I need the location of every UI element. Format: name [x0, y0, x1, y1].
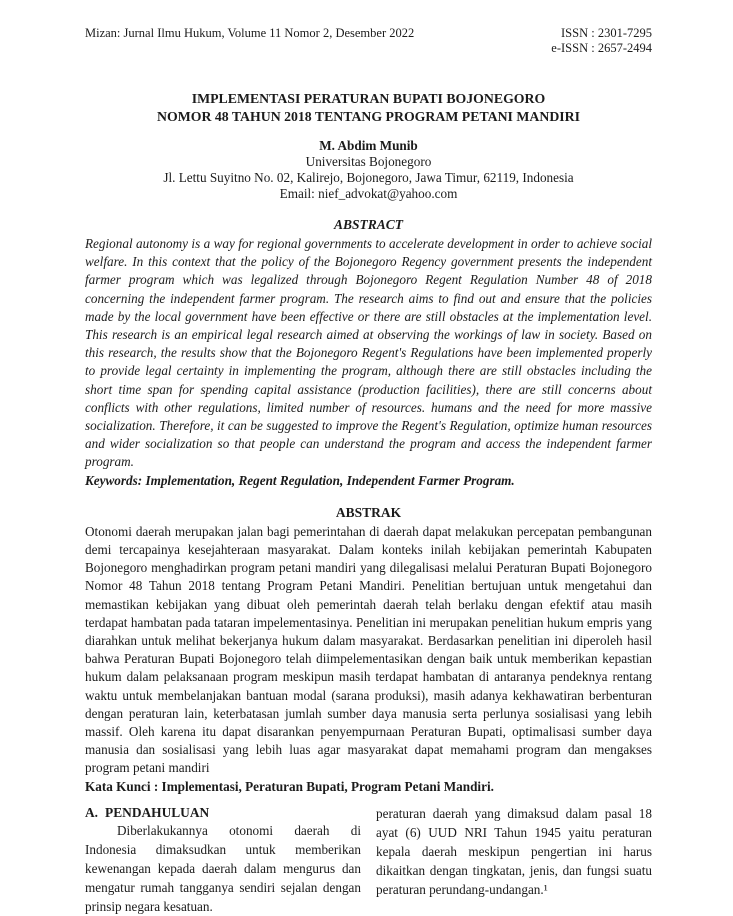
- right-column: [376, 804, 652, 916]
- abstract-en-keywords: Keywords: Implementation, Regent Regulation, Independent Farmer Program.: [85, 472, 515, 488]
- journal-header-line: Mizan: Jurnal Ilmu Hukum, Volume 11 Nomor 2, Desember 2022: [85, 26, 415, 40]
- author-affiliation: Universitas Bojonegoro: [305, 154, 432, 169]
- paper-title: [85, 90, 652, 125]
- author-address: Jl. Lettu Suyitno No. 02, Kalirejo, Bojonegoro, Jawa Timur, 62119, Indonesia: [163, 170, 574, 185]
- abstract-id-heading: ABSTRAK: [335, 504, 402, 520]
- section-a-left-paragraph: Diberlakukannya otonomi daerah di Indonesia dimaksudkan untuk memberikan kewenangan kepada daerah dalam mengurus dan mengatur rumah tangganya sendiri sejalan dengan prinsip negara kesatuan.: [85, 822, 361, 914]
- author-email: Email: nief_advokat@yahoo.com: [279, 186, 458, 201]
- abstract-en-heading: ABSTRACT: [333, 217, 404, 232]
- author-name: M. Abdim Munib: [319, 138, 418, 153]
- issn-block: [551, 26, 652, 56]
- e-issn-text: e-ISSN : 2657-2494: [551, 41, 652, 55]
- page-header: [85, 26, 652, 56]
- abstract-id-keywords: Kata Kunci : Implementasi, Peraturan Bupati, Program Petani Mandiri.: [85, 778, 494, 794]
- section-a-letter: A.: [85, 804, 99, 820]
- paper-title-line-2: NOMOR 48 TAHUN 2018 TENTANG PROGRAM PETANI MANDIRI: [157, 108, 580, 124]
- section-a-heading-text: PENDAHULUAN: [105, 804, 210, 820]
- issn-text: ISSN : 2301-7295: [561, 26, 652, 40]
- section-a-right-paragraph: peraturan daerah yang dimaksud dalam pasal 18 ayat (6) UUD NRI Tahun 1945 yaitu peraturan kepala daerah meskipun pengertian ini harus dikaitkan dengan tingkatan, jenis, dan fungsi suatu peraturan perundang-undangan.¹: [376, 805, 652, 897]
- two-column-body: [85, 804, 652, 916]
- author-block: [85, 138, 652, 202]
- section-a-heading: [85, 804, 361, 821]
- abstract-en-body: Regional autonomy is a way for regional governments to accelerate development in order to achieve social welfare. In this context that the policy of the Bojonegoro Regency government presents the independent farmer program which was legalized through Bojonegoro Regent Regulation Number 48 of 2018 concerning the independent farmer program. The research aims to find out and ensure that the policies made by the local government have been effective or there are still obstacles at the implementation level. This research is an empirical legal research aimed at observing the workings of law in society. Based on this research, the results show that the Bojonegoro Regent's Regulations have been implemented properly to provide legal certainty in implementing the program, although there are still obstacles including the short time span for spending capital assistance (production facilities), there are still concerns about conflicts with other regulations, limited number of resources. humans and the need for more massive socialization. Therefore, it can be suggested to improve the Regent's Regulation, optimize human resources and wider socialization so that people can understand the program and access the independent farmer program.: [85, 236, 652, 470]
- paper-title-line-1: IMPLEMENTASI PERATURAN BUPATI BOJONEGORO: [191, 91, 546, 106]
- left-column: [85, 804, 361, 916]
- abstract-id-body: Otonomi daerah merupakan jalan bagi pemerintahan di daerah dapat melakukan percepatan pembangunan demi tercapainya kesejahteraan masyarakat. Dalam konteks inilah kebijakan pemerintah Kabupaten Bojonegoro menghadirkan program petani mandiri yang dilegalisasi melalui Peraturan Bupati Bojonegoro Nomor 48 Tahun 2018 tentang Program Petani Mandiri. Penelitian bertujuan untuk mengetahui dan memastikan kebijakan yang dibuat oleh pemerintah daerah telah berlaku dengan efektif atau masih terdapat hambatan pada tataran impelementasinya. Penelitian ini merupakan penelitian hukum empris yang diarahkan untuk melihat bekerjanya hukum dalam masyarakat. Berdasarkan penelitian ini diperoleh hasil bahwa Peraturan Bupati Bojonegoro telah diimpelementasikan dengan baik untuk memberikan kepastian hukum dalam pelaksanaan program meskipun masih terdapat hambatan di antaranya pendeknya rentang waktu untuk membelanjakan bantuan modal (sarana produksi), masih adanya kekhawatiran berbenturan dengan peraturan lain, keterbatasan jumlah sumber daya manusia serta perlunya sosialisasi yang lebih massif. Oleh karena itu dapat disarankan penyempurnaan Peraturan Bupati, optimalisasi sumber daya manusia dan sosialisasi yang lebih luas agar masyarakat dapat memahami program dan mengakses program petani mandiri: [85, 523, 652, 776]
